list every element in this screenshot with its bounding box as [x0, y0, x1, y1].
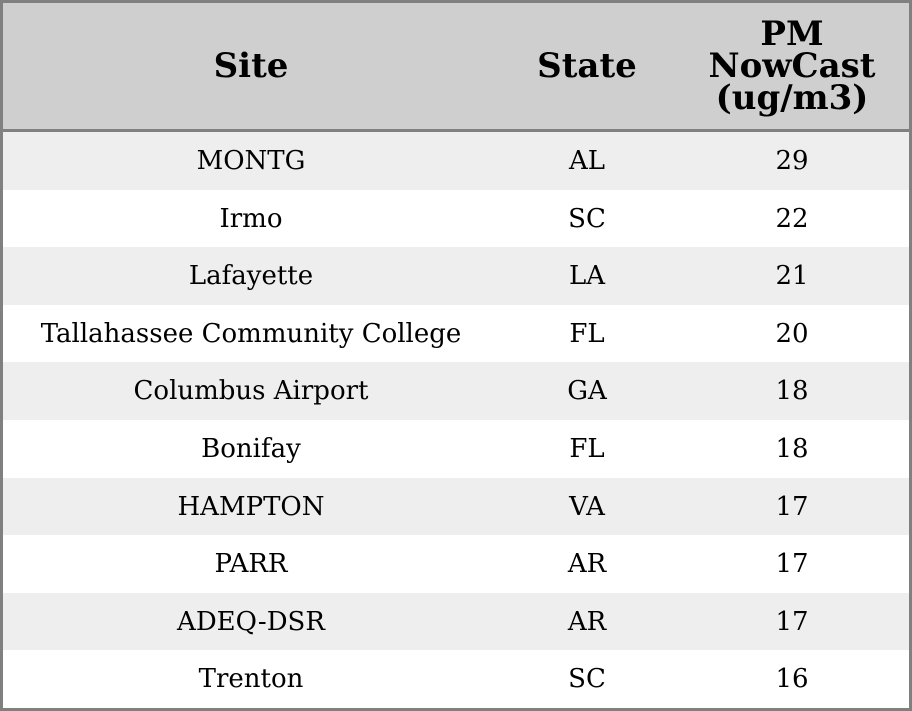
state-cell: AR — [567, 606, 607, 637]
site-cell: Bonifay — [201, 434, 301, 464]
pm-nowcast-cell: 16 — [775, 664, 809, 695]
state-cell: FL — [569, 434, 605, 464]
state-cell: AR — [567, 549, 607, 580]
site-cell: Lafayette — [188, 261, 314, 292]
table-row — [3, 535, 909, 593]
state-cell: LA — [568, 261, 606, 292]
table-row — [3, 420, 909, 478]
site-cell: Columbus Airport — [133, 376, 369, 407]
state-cell: VA — [569, 491, 605, 522]
site-cell: Tallahassee Community College — [40, 318, 462, 349]
state-cell: FL — [569, 318, 605, 349]
column-header-line: Site — [213, 46, 289, 86]
table-header — [3, 3, 909, 132]
pm-nowcast-cell: 21 — [775, 261, 809, 292]
table-row — [3, 190, 909, 248]
state-cell: GA — [567, 376, 607, 407]
pm-nowcast-cell: 17 — [775, 549, 809, 580]
column-header — [3, 3, 499, 129]
site-cell: Irmo — [219, 203, 283, 234]
pm-nowcast-cell: 18 — [775, 434, 809, 464]
pm-nowcast-cell: 29 — [775, 146, 809, 176]
site-cell: PARR — [214, 549, 288, 580]
pm-nowcast-cell: 20 — [775, 318, 809, 349]
table-row — [3, 132, 909, 190]
column-header-line: NowCast — [708, 46, 876, 86]
site-cell: HAMPTON — [177, 491, 325, 522]
table-row — [3, 650, 909, 708]
table-row — [3, 247, 909, 305]
state-cell: SC — [568, 664, 606, 695]
column-header — [499, 3, 675, 129]
pm-nowcast-cell: 17 — [775, 606, 809, 637]
table-body — [3, 132, 909, 708]
state-cell: AL — [568, 146, 606, 176]
table-row — [3, 478, 909, 536]
table-row — [3, 362, 909, 420]
column-header-line: (ug/m3) — [715, 78, 869, 118]
site-cell: Trenton — [198, 664, 304, 695]
column-header-line: PM — [760, 14, 824, 54]
state-cell: SC — [568, 203, 606, 234]
pm-nowcast-cell: 18 — [775, 376, 809, 407]
table-row — [3, 593, 909, 651]
pm-nowcast-cell: 17 — [775, 491, 809, 522]
pm-nowcast-cell: 22 — [775, 203, 809, 234]
column-header-line: State — [537, 46, 637, 86]
column-header — [675, 3, 909, 129]
site-cell: MONTG — [196, 146, 306, 176]
table-row — [3, 305, 909, 363]
site-cell: ADEQ-DSR — [177, 606, 325, 637]
